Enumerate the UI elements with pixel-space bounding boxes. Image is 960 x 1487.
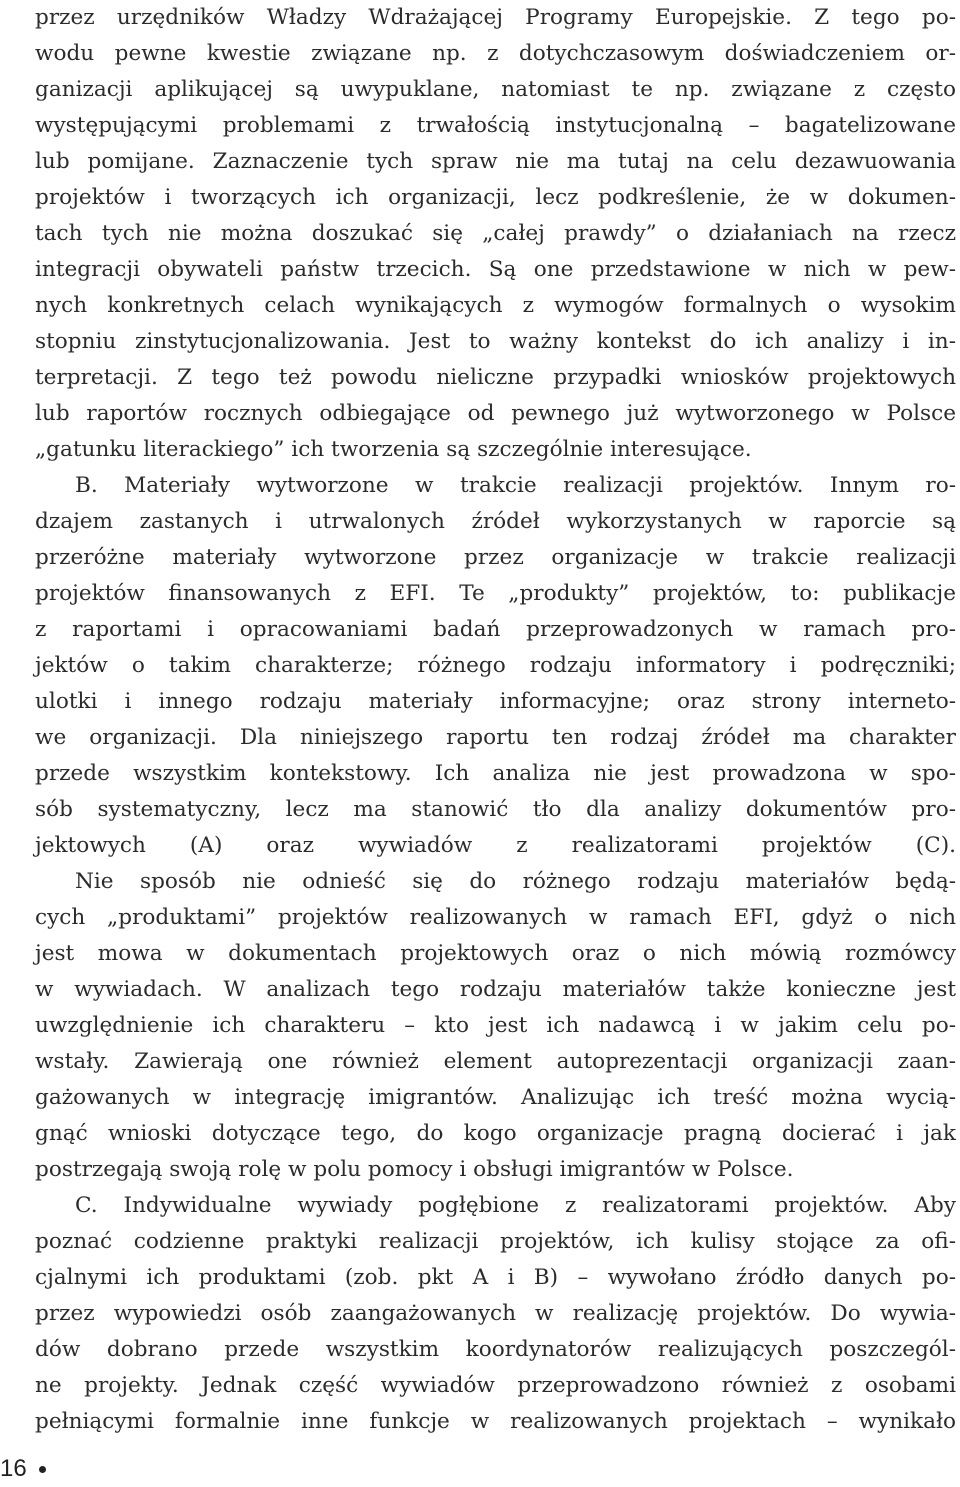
text-line: jest mowa w dokumentach projektowych oraz o nich mówią rozmówcy (35, 941, 956, 966)
text-line: B. Materiały wytworzone w trakcie realizacji projektów. Innym ro- (75, 473, 956, 498)
text-line: uwzględnienie ich charakteru – kto jest ich nadawcą i w jakim celu po- (35, 1013, 956, 1038)
text-line: jektów o takim charakterze; różnego rodzaju informatory i podręczniki; (35, 653, 956, 678)
text-line: ganizacji aplikującej są uwypuklane, natomiast te np. związane z często (35, 77, 956, 102)
text-line: projektów finansowanych z EFI. Te „produkty” projektów, to: publikacje (35, 581, 956, 606)
text-line: gnąć wnioski dotyczące tego, do kogo organizacje pragną docierać i jak (35, 1121, 956, 1146)
text-line: C. Indywidualne wywiady pogłębione z realizatorami projektów. Aby (75, 1193, 956, 1218)
text-line: w wywiadach. W analizach tego rodzaju materiałów także konieczne jest (35, 977, 956, 1002)
text-line: przez wypowiedzi osób zaangażowanych w realizację projektów. Do wywia- (35, 1301, 956, 1326)
text-line: terpretacji. Z tego też powodu nieliczne przypadki wniosków projektowych (35, 365, 956, 390)
text-line: postrzegają swoją rolę w polu pomocy i obsługi imigrantów w Polsce. (35, 1157, 794, 1182)
text-line: „gatunku literackiego” ich tworzenia są szczególnie interesujące. (35, 437, 752, 462)
text-line: przede wszystkim kontekstowy. Ich analiza nie jest prowadzona w spo- (35, 761, 956, 786)
text-line: występującymi problemami z trwałością instytucjonalną – bagatelizowane (35, 113, 956, 138)
text-line: integracji obywateli państw trzecich. Są one przedstawione w nich w pew- (35, 257, 956, 282)
text-line: przez urzędników Władzy Wdrażającej Programy Europejskie. Z tego po- (35, 5, 956, 30)
paragraph-products-materials (35, 864, 956, 1188)
text-line: cjalnymi ich produktami (zob. pkt A i B) – wywołano źródło danych po- (35, 1265, 956, 1290)
bullet-dot-icon (39, 1466, 46, 1473)
text-line: ulotki i innego rodzaju materiały informacyjne; oraz strony interneto- (35, 689, 956, 714)
text-line: nych konkretnych celach wynikających z wymogów formalnych o wysokim (35, 293, 956, 318)
paragraph-project-documents-end (35, 0, 956, 468)
text-line: wstały. Zawierają one również element autoprezentacji organizacji zaan- (35, 1049, 956, 1074)
text-line: stopniu zinstytucjonalizowania. Jest to ważny kontekst do ich analizy i in- (35, 329, 956, 354)
text-line: dów dobrano przede wszystkim koordynatorów realizujących poszczegól- (35, 1337, 956, 1362)
text-line: we organizacji. Dla niniejszego raportu ten rodzaj źródeł ma charakter (35, 725, 956, 750)
paragraph-b-materials (35, 468, 956, 864)
text-line: tach tych nie można doszukać się „całej prawdy” o działaniach na rzecz (35, 221, 956, 246)
text-line: z raportami i opracowaniami badań przeprowadzonych w ramach pro- (35, 617, 956, 642)
text-line: jektowych (A) oraz wywiadów z realizatorami projektów (C). (35, 833, 956, 858)
text-line: projektów i tworzących ich organizacji, lecz podkreślenie, że w dokumen- (35, 185, 956, 210)
document-page (35, 0, 956, 1440)
text-line: poznać codzienne praktyki realizacji projektów, ich kulisy stojące za ofi- (35, 1229, 956, 1254)
text-line: lub pomijane. Zaznaczenie tych spraw nie ma tutaj na celu dezawuowania (35, 149, 956, 174)
text-line: przeróżne materiały wytworzone przez organizacje w trakcie realizacji (35, 545, 956, 570)
text-line: sób systematyczny, lecz ma stanowić tło dla analizy dokumentów pro- (35, 797, 956, 822)
paragraph-c-interviews (35, 1188, 956, 1440)
text-line: dzajem zastanych i utrwalonych źródeł wykorzystanych w raporcie są (35, 509, 956, 534)
page-footer (0, 1451, 46, 1487)
text-line: Nie sposób nie odnieść się do różnego rodzaju materiałów będą- (75, 869, 956, 894)
text-line: gażowanych w integrację imigrantów. Analizując ich treść można wycią- (35, 1085, 956, 1110)
text-line: ne projekty. Jednak część wywiadów przeprowadzono również z osobami (35, 1373, 956, 1398)
text-line: lub raportów rocznych odbiegające od pewnego już wytworzonego w Polsce (35, 401, 956, 426)
text-line: cych „produktami” projektów realizowanych w ramach EFI, gdyż o nich (35, 905, 956, 930)
text-line: pełniącymi formalnie inne funkcje w realizowanych projektach – wynikało (35, 1409, 956, 1434)
text-line: wodu pewne kwestie związane np. z dotychczasowym doświadczeniem or- (35, 41, 956, 66)
page-number: 16 (0, 1455, 27, 1482)
